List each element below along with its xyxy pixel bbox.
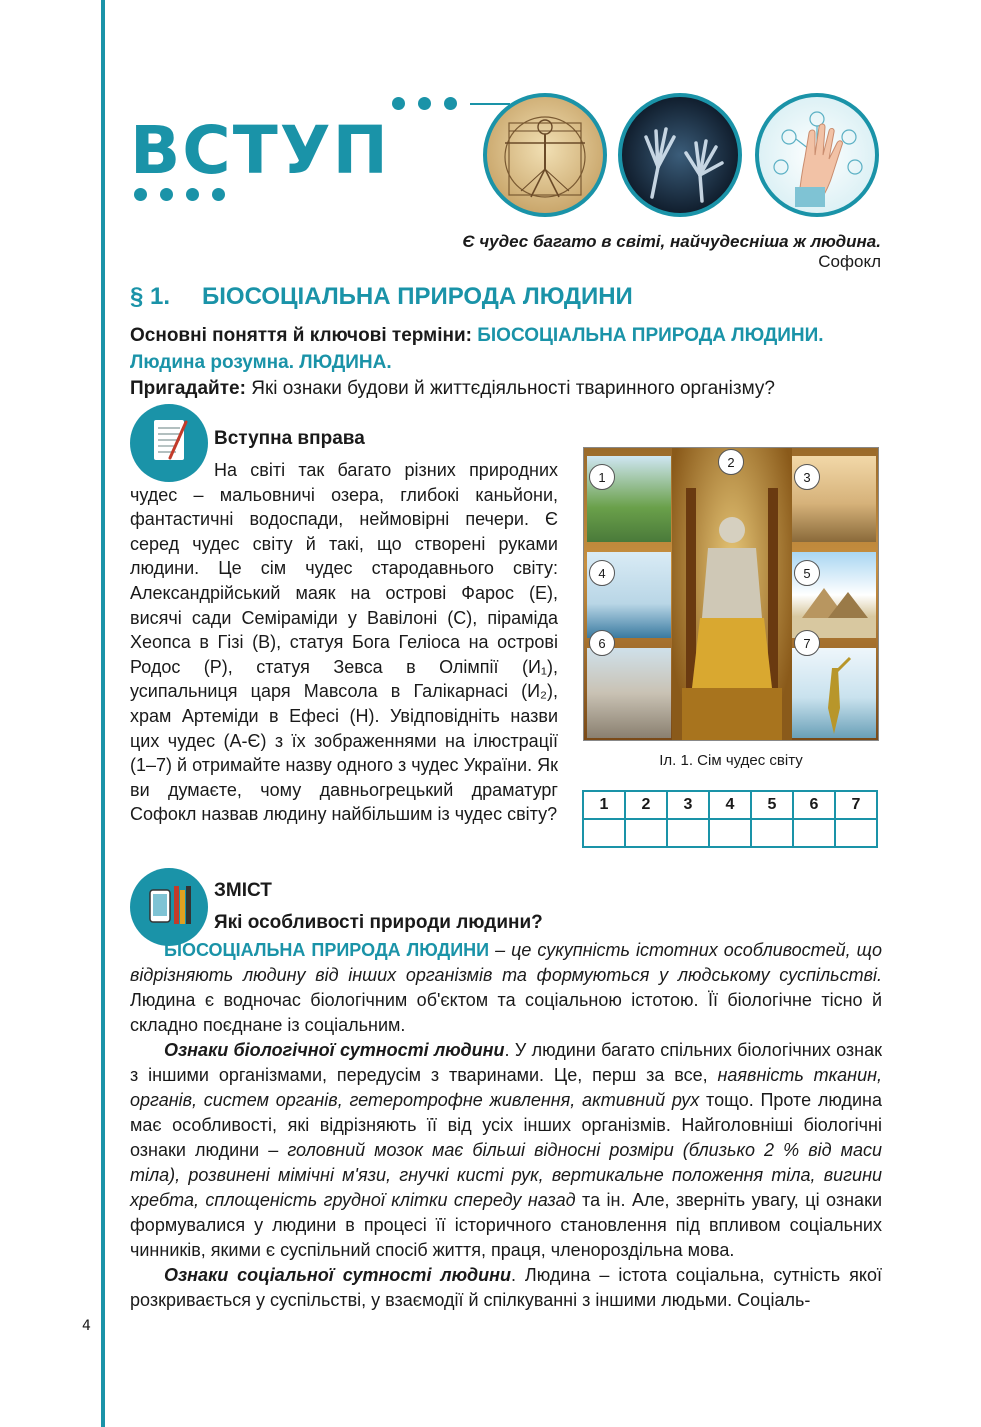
paragraph-text: та ін. Але, зверніть увагу, ці ознаки формувалися у людини в процесі її історичного становлення під впливом соціальних чинників, якими є суспільний спосіб життя, праця, членороздільна мова. xyxy=(130,1190,882,1260)
content-question: Які особливості природи людини? xyxy=(214,912,543,933)
figure-badge-1: 1 xyxy=(589,464,615,490)
answer-blank-cell[interactable] xyxy=(625,819,667,847)
italic-text: наявність тканин, органів, систем органів, гетеротрофне живлення, активний рух xyxy=(130,1065,882,1110)
section-title: БІОСОЦІАЛЬНА ПРИРОДА ЛЮДИНИ xyxy=(202,283,633,310)
answer-header-cell: 6 xyxy=(793,791,835,819)
answer-table-header-row xyxy=(583,791,877,819)
zeus-statue-image xyxy=(672,448,792,741)
term-biological: Ознаки біологічної сутності людини xyxy=(164,1040,505,1060)
term-social: Ознаки соціальної сутності людини xyxy=(164,1265,511,1285)
italic-text: головний мозок має більші відносні розміри (близько 2 % від маси тіла), розвинені мімічні м'язи, гнучкі кисті рук, вертикальне положення тіла, вигини хребта, сплощеність грудної клітки спереду назад xyxy=(130,1140,882,1210)
answer-header-cell: 7 xyxy=(835,791,877,819)
paragraph-text: Людина є водночас біологічним об'єктом та соціальною істотою. Її біологічне тісно й складно поєднане із соціальним. xyxy=(130,990,882,1035)
content-heading: ЗМІСТ xyxy=(214,880,272,901)
paragraph-biosocial xyxy=(130,938,882,1038)
answer-table xyxy=(582,790,878,848)
vitruvian-image xyxy=(483,93,607,217)
answer-blank-cell[interactable] xyxy=(583,819,625,847)
exercise-heading: Вступна вправа xyxy=(214,428,365,449)
epigraph-author: Софокл xyxy=(818,252,881,271)
figure-caption: Іл. 1. Сім чудес світу xyxy=(659,752,803,769)
term-biosocial: БІОСОЦІАЛЬНА ПРИРОДА ЛЮДИНИ xyxy=(164,940,490,960)
answer-header-cell: 5 xyxy=(751,791,793,819)
paragraph-text: тощо. Проте людина має особливості, які відрізняють її від усіх інших організмів. Найголовніші біологічні ознаки людини – xyxy=(130,1090,882,1160)
answer-blank-cell[interactable] xyxy=(709,819,751,847)
medical-hand-image xyxy=(755,93,879,217)
answer-blank-cell[interactable] xyxy=(667,819,709,847)
epigraph xyxy=(462,232,881,272)
figure-badge-7: 7 xyxy=(794,630,820,656)
answer-header-cell: 3 xyxy=(667,791,709,819)
paragraph-social xyxy=(130,1263,882,1313)
chapter-title: ВСТУП xyxy=(130,112,390,189)
recall-label: Пригадайте: xyxy=(130,378,246,399)
seven-wonders-figure xyxy=(583,447,879,741)
figure-badge-5: 5 xyxy=(794,560,820,586)
figure-badge-3: 3 xyxy=(794,464,820,490)
answer-blank-cell[interactable] xyxy=(751,819,793,847)
key-terms-list: БІОСОЦІАЛЬНА ПРИРОДА ЛЮДИНИ. Людина розумна. ЛЮДИНА. xyxy=(130,325,824,373)
answer-blank-cell[interactable] xyxy=(793,819,835,847)
epigraph-quote: Є чудес багато в світі, найчудесніша ж людина. xyxy=(462,232,881,251)
recall xyxy=(130,378,890,400)
paragraph-biological xyxy=(130,1038,882,1263)
section-heading xyxy=(130,283,633,311)
page-number: 4 xyxy=(82,1318,91,1334)
recall-text: Які ознаки будови й життєдіяльності тваринного організму? xyxy=(251,378,775,399)
key-terms xyxy=(130,322,882,376)
xray-hand-image xyxy=(618,93,742,217)
answer-header-cell: 2 xyxy=(625,791,667,819)
key-terms-label: Основні поняття й ключові терміни: xyxy=(130,325,472,346)
figure-badge-6: 6 xyxy=(589,630,615,656)
figure-badge-2: 2 xyxy=(718,449,744,475)
header-dots-top xyxy=(392,97,510,110)
answer-header-cell: 4 xyxy=(709,791,751,819)
answer-blank-cell[interactable] xyxy=(835,819,877,847)
header-dots-bottom xyxy=(134,188,238,201)
content-icon xyxy=(130,868,208,946)
section-number: § 1. xyxy=(130,283,171,310)
colossus-image xyxy=(792,648,876,738)
content-body xyxy=(130,938,882,1313)
exercise-paragraph: На світі так багато різних природних чудес – мальовничі озера, глибокі каньйони, фантастичні водоспади, неймовірні печери. Є серед чудес світу й такі, що створені руками людини. Це сім чудес стародавнього світу: Александрійський маяк на острові Фарос (Е), висячі сади Семіраміди у Вавілоні (С), піраміда Хеопса в Гізі (В), статуя Бога Геліоса на острові Родос (Р), статуя Зевса в Олімпії (И₁), усипальниця царя Мавсола в Галікарнасі (И₂), храм Артеміди в Ефесі (Н). Увідповідніть назви цих чудес (А-Є) з їх зображеннями на ілюстрації (1–7) й отримайте назву одного з чудес України. Як ви думаєте, чому давньогрецький драматург Софокл назвав людину найбільшим із чудес світу? xyxy=(130,460,558,825)
paragraph-text: . У людини багато спільних біологічних ознак з іншими організмами, передусім з тваринами. Це, перш за все, xyxy=(130,1040,882,1085)
exercise-text xyxy=(130,458,558,827)
definition-text: – це сукупність істотних особливостей, що відрізняють людину від інших організмів та формуються у людському суспільстві. xyxy=(130,940,882,985)
answer-header-cell: 1 xyxy=(583,791,625,819)
mausoleum-image xyxy=(587,648,671,738)
answer-table-blank-row xyxy=(583,819,877,847)
margin-line xyxy=(101,0,105,1427)
paragraph-text: . Людина – істота соціальна, сутність якої розкривається у суспільстві, у взаємодії й спілкуванні з іншими людьми. Соціаль- xyxy=(130,1265,882,1310)
figure-badge-4: 4 xyxy=(589,560,615,586)
